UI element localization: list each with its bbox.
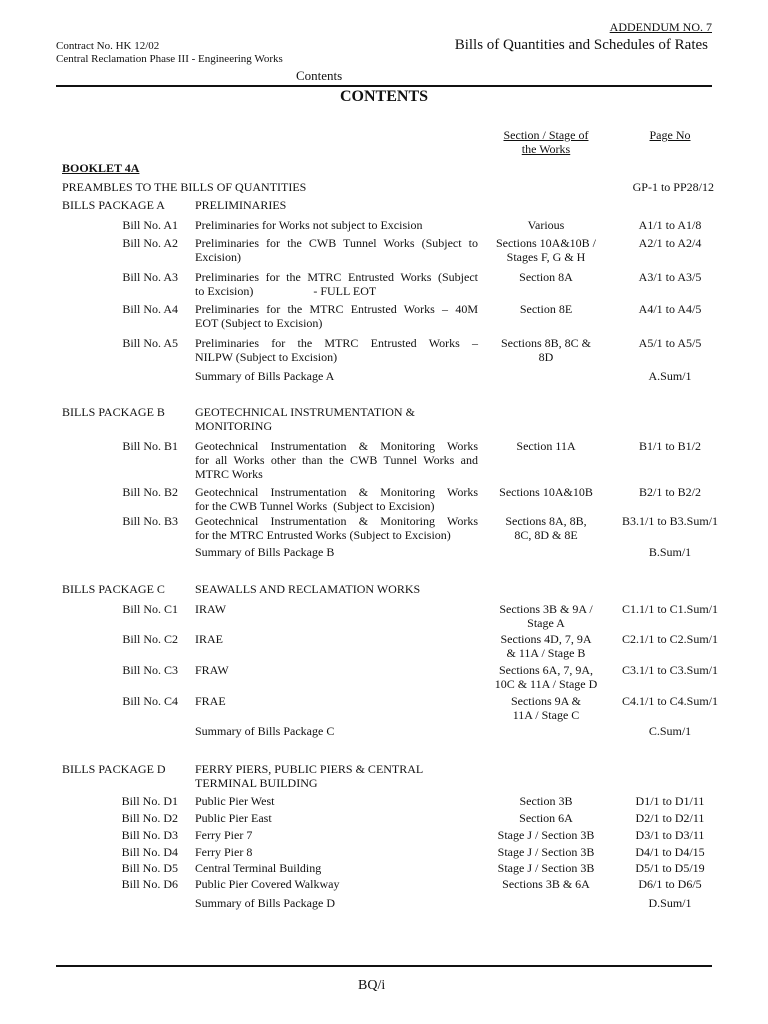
package-summary: Summary of Bills Package D xyxy=(195,896,335,910)
bill-description-line: Preliminaries for Works not subject to Excision xyxy=(195,218,423,232)
bill-section-line: 8C, 8D & 8E xyxy=(514,528,578,542)
bill-page: C4.1/1 to C4.Sum/1 xyxy=(621,694,719,708)
bill-description-line: for all Works other than the CWB Tunnel Works and xyxy=(195,453,478,467)
bill-section xyxy=(486,302,606,316)
package-label: BILLS PACKAGE B xyxy=(62,405,165,419)
bill-section xyxy=(486,270,606,284)
bill-number: Bill No. A5 xyxy=(122,336,178,350)
bill-section xyxy=(486,602,606,630)
bill-section xyxy=(486,663,606,691)
bill-section-line: Stage A xyxy=(527,616,565,630)
bill-page: D4/1 to D4/15 xyxy=(635,845,705,859)
bill-number: Bill No. A1 xyxy=(122,218,178,232)
bill-section-line: Sections 3B & 9A / xyxy=(499,602,593,616)
bill-section-line: Sections 4D, 7, 9A xyxy=(500,632,592,646)
bill-description xyxy=(195,485,478,513)
bill-section-line: & 11A / Stage B xyxy=(506,646,586,660)
bill-page: D6/1 to D6/5 xyxy=(638,877,702,891)
bill-section-line: 10C & 11A / Stage D xyxy=(494,677,598,691)
bill-number: Bill No. D6 xyxy=(121,877,178,891)
bill-section xyxy=(486,485,606,499)
bill-number: Bill No. D3 xyxy=(121,828,178,842)
bill-page: C1.1/1 to C1.Sum/1 xyxy=(621,602,719,616)
bill-section xyxy=(486,794,606,808)
bill-number: Bill No. B2 xyxy=(122,485,178,499)
package-label: BILLS PACKAGE C xyxy=(62,582,165,596)
bill-section-line: Various xyxy=(527,218,565,232)
bill-section xyxy=(486,514,606,542)
package-title-line2: MONITORING xyxy=(195,419,273,433)
bill-number: Bill No. B3 xyxy=(122,514,178,528)
bill-description-line: IRAE xyxy=(195,632,223,646)
addendum-label: ADDENDUM NO. 7 xyxy=(609,20,712,34)
bill-section-line: Section 11A xyxy=(516,439,576,453)
package-title: GEOTECHNICAL INSTRUMENTATION & xyxy=(195,405,415,419)
bill-description xyxy=(195,811,478,825)
bill-description xyxy=(195,632,478,646)
bill-number: Bill No. C3 xyxy=(122,663,178,677)
bill-number: Bill No. A3 xyxy=(122,270,178,284)
bill-section xyxy=(486,694,606,722)
bill-page: B3.1/1 to B3.Sum/1 xyxy=(621,514,719,528)
bill-section-line: Sections 8B, 8C & xyxy=(500,336,591,350)
bill-description-line: IRAW xyxy=(195,602,227,616)
bill-section-line: Sections 6A, 7, 9A, xyxy=(499,663,593,677)
package-summary-page: C.Sum/1 xyxy=(648,724,692,738)
project-name: Central Reclamation Phase III - Engineering Works xyxy=(56,53,283,65)
bill-section-line: Section 3B xyxy=(519,794,573,808)
bill-description-line: Public Pier West xyxy=(195,794,275,808)
bill-page: B2/1 to B2/2 xyxy=(638,485,701,499)
bill-description-line: MTRC Works xyxy=(195,467,263,481)
bill-page: A1/1 to A1/8 xyxy=(638,218,702,232)
bill-section-line: Sections 3B & 6A xyxy=(502,877,590,891)
package-summary-page: D.Sum/1 xyxy=(648,896,692,910)
bill-description-line: Preliminaries for the CWB Tunnel Works (Subject to xyxy=(195,236,478,250)
bill-section xyxy=(486,336,606,364)
bill-description xyxy=(195,861,478,875)
bill-section-line: Stage J / Section 3B xyxy=(497,845,595,859)
bill-description-line: to Excision) - FULL EOT xyxy=(195,284,377,298)
bill-page: D2/1 to D2/11 xyxy=(635,811,705,825)
footer-rule xyxy=(56,965,712,967)
bill-description-line: Preliminaries for the MTRC Entrusted Works – xyxy=(195,336,478,350)
bill-number: Bill No. A4 xyxy=(122,302,178,316)
bill-section-line: Section 8E xyxy=(519,302,573,316)
section-column-header xyxy=(486,128,606,156)
bill-description xyxy=(195,270,478,298)
bill-section-line: Sections 10A&10B / xyxy=(495,236,596,250)
bill-page: C3.1/1 to C3.Sum/1 xyxy=(621,663,719,677)
bill-description-line: Preliminaries for the MTRC Entrusted Works (Subject xyxy=(195,270,478,284)
bill-description-line: Central Terminal Building xyxy=(195,861,322,875)
bill-number: Bill No. A2 xyxy=(122,236,178,250)
bill-section-line: Stage J / Section 3B xyxy=(497,861,595,875)
bill-number: Bill No. B1 xyxy=(122,439,178,453)
bill-section-line: 11A / Stage C xyxy=(512,708,580,722)
bill-section-line: Sections 8A, 8B, xyxy=(505,514,587,528)
bill-description xyxy=(195,602,478,616)
bill-description xyxy=(195,877,478,891)
header-rule xyxy=(56,85,712,87)
bill-description-line: EOT (Subject to Excision) xyxy=(195,316,323,330)
bill-number: Bill No. D4 xyxy=(121,845,178,859)
page-number: BQ/i xyxy=(358,978,386,993)
bill-description-line: for the CWB Tunnel Works (Subject to Excision) xyxy=(195,499,435,513)
section-column-header-line2: the Works xyxy=(521,142,571,156)
package-label: BILLS PACKAGE D xyxy=(62,762,166,776)
bill-section xyxy=(486,877,606,891)
bill-description-line: FRAW xyxy=(195,663,229,677)
bill-description xyxy=(195,663,478,677)
bill-description xyxy=(195,845,478,859)
bill-description xyxy=(195,439,478,481)
package-summary-page: B.Sum/1 xyxy=(648,545,692,559)
bill-description xyxy=(195,828,478,842)
bill-description-line: Public Pier Covered Walkway xyxy=(195,877,340,891)
bill-section xyxy=(486,811,606,825)
bill-section-line: Sections 10A&10B xyxy=(499,485,593,499)
bill-page: A4/1 to A4/5 xyxy=(638,302,702,316)
package-title: SEAWALLS AND RECLAMATION WORKS xyxy=(195,582,421,596)
bill-description-line: for the MTRC Entrusted Works (Subject to Excision) xyxy=(195,528,451,542)
bill-number: Bill No. C4 xyxy=(122,694,178,708)
bill-section xyxy=(486,861,606,875)
bill-section-line: Section 8A xyxy=(519,270,573,284)
bill-section-line: Section 6A xyxy=(519,811,573,825)
bill-page: B1/1 to B1/2 xyxy=(638,439,701,453)
bill-section-line: Sections 9A & xyxy=(510,694,581,708)
bill-section xyxy=(486,632,606,660)
bill-section xyxy=(486,218,606,232)
contract-number: Contract No. HK 12/02 xyxy=(56,40,160,52)
bill-section xyxy=(486,828,606,842)
bill-number: Bill No. D2 xyxy=(121,811,178,825)
package-summary-page: A.Sum/1 xyxy=(648,369,692,383)
page-title: CONTENTS xyxy=(339,88,429,105)
bill-description-line: Geotechnical Instrumentation & Monitoring Works xyxy=(195,485,478,499)
bill-description xyxy=(195,218,478,232)
bill-number: Bill No. D5 xyxy=(121,861,178,875)
bill-page: D3/1 to D3/11 xyxy=(635,828,705,842)
bill-page: D1/1 to D1/11 xyxy=(635,794,705,808)
bill-description xyxy=(195,694,478,708)
bill-description xyxy=(195,794,478,808)
bill-description-line: FRAE xyxy=(195,694,226,708)
bill-description-line: Geotechnical Instrumentation & Monitoring Works xyxy=(195,439,478,453)
package-title-line2: TERMINAL BUILDING xyxy=(195,776,318,790)
bill-page: A5/1 to A5/5 xyxy=(638,336,702,350)
bill-description-line: Ferry Pier 7 xyxy=(195,828,253,842)
bill-description-line: Geotechnical Instrumentation & Monitoring Works xyxy=(195,514,478,528)
bill-page: C2.1/1 to C2.Sum/1 xyxy=(621,632,719,646)
bill-description xyxy=(195,336,478,364)
package-summary: Summary of Bills Package C xyxy=(195,724,335,738)
bill-section xyxy=(486,236,606,264)
booklet-label: BOOKLET 4A xyxy=(62,161,140,175)
bill-section xyxy=(486,439,606,453)
preambles-label: PREAMBLES TO THE BILLS OF QUANTITIES xyxy=(62,180,307,194)
bill-page: A2/1 to A2/4 xyxy=(638,236,702,250)
bill-section-line: Stages F, G & H xyxy=(506,250,586,264)
bill-number: Bill No. C1 xyxy=(122,602,178,616)
bill-section-line: 8D xyxy=(538,350,554,364)
bill-description xyxy=(195,514,478,542)
bill-description-line: Excision) xyxy=(195,250,241,264)
bill-description-line: Preliminaries for the MTRC Entrusted Works – 40M xyxy=(195,302,478,316)
page-column-header: Page No xyxy=(649,128,691,142)
page-subtitle: Contents xyxy=(296,68,343,83)
document-title: Bills of Quantities and Schedules of Rates xyxy=(454,37,708,53)
bill-description xyxy=(195,236,478,264)
package-summary: Summary of Bills Package B xyxy=(195,545,335,559)
package-summary: Summary of Bills Package A xyxy=(195,369,335,383)
bill-section-line: Stage J / Section 3B xyxy=(497,828,595,842)
package-title: PRELIMINARIES xyxy=(195,198,287,212)
section-column-header-line1: Section / Stage of xyxy=(503,128,589,142)
bill-section xyxy=(486,845,606,859)
bill-page: A3/1 to A3/5 xyxy=(638,270,702,284)
bill-number: Bill No. D1 xyxy=(121,794,178,808)
bill-description-line: Public Pier East xyxy=(195,811,272,825)
package-label: BILLS PACKAGE A xyxy=(62,198,165,212)
bill-description xyxy=(195,302,478,330)
bill-description-line: NILPW (Subject to Excision) xyxy=(195,350,338,364)
preambles-page: GP-1 to PP28/12 xyxy=(632,180,714,194)
bill-description-line: Ferry Pier 8 xyxy=(195,845,253,859)
package-title: FERRY PIERS, PUBLIC PIERS & CENTRAL xyxy=(195,762,424,776)
bill-page: D5/1 to D5/19 xyxy=(635,861,705,875)
bill-number: Bill No. C2 xyxy=(122,632,178,646)
